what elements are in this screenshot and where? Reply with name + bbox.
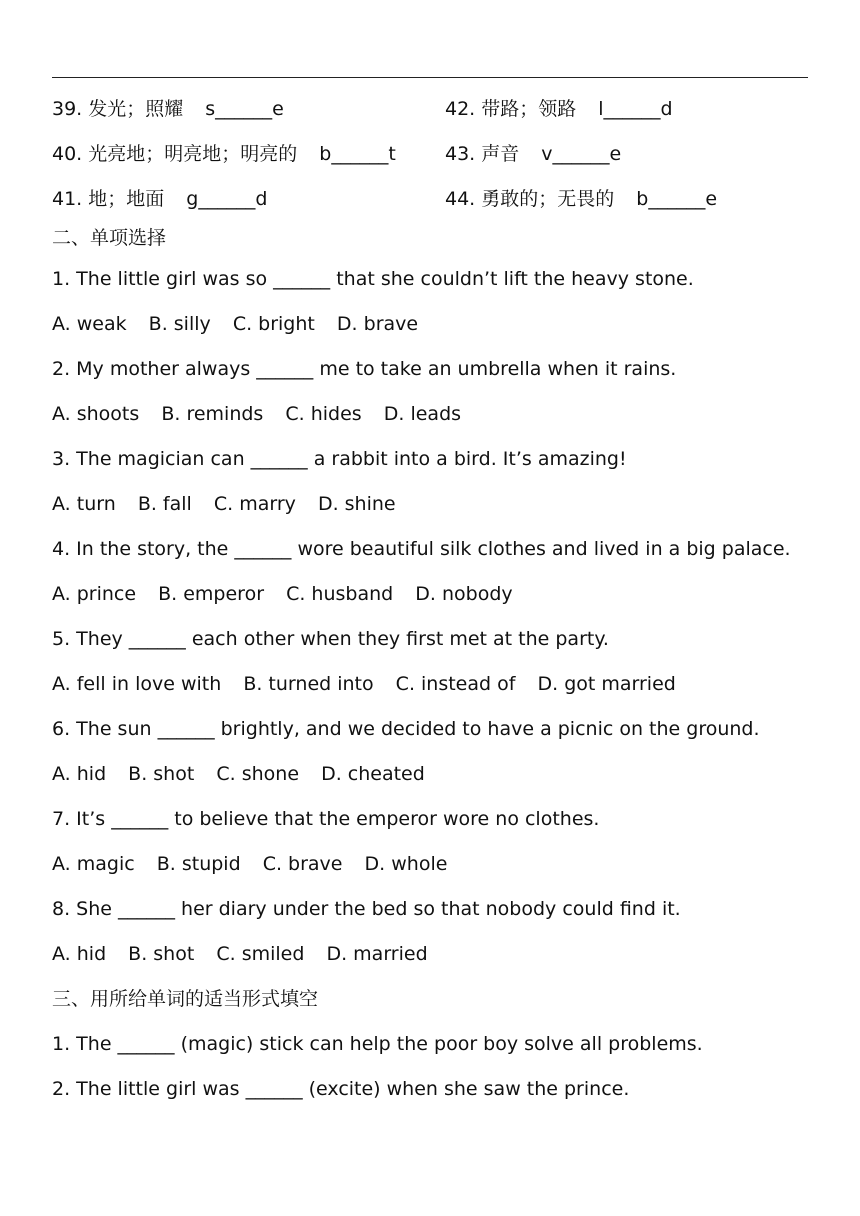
option-a: A. shoots	[52, 403, 140, 425]
option-a: A. hid	[52, 763, 107, 785]
option-c: C. instead of	[395, 673, 516, 695]
option-b: B. fall	[137, 493, 192, 515]
option-a: A. hid	[52, 943, 107, 965]
item-blank: l______d	[598, 98, 673, 120]
worksheet	[52, 85, 812, 1112]
option-b: B. reminds	[161, 403, 264, 425]
vocab-item-42	[445, 94, 805, 121]
question-options	[52, 572, 812, 617]
item-blank: g______d	[186, 188, 268, 210]
question-stem: 7. It’s ______ to believe that the emperor wore no clothes.	[52, 808, 600, 830]
option-b: B. stupid	[156, 853, 241, 875]
question-stem: 6. The sun ______ brightly, and we decided to have a picnic on the ground.	[52, 718, 760, 740]
question-options	[52, 932, 812, 977]
item-meaning: 光亮地；明亮地；明亮的	[88, 143, 298, 165]
item-number: 43.	[445, 143, 476, 165]
item-blank: v______e	[541, 143, 622, 165]
option-d: D. nobody	[415, 583, 513, 605]
option-a: A. prince	[52, 583, 137, 605]
option-b: B. shot	[128, 943, 195, 965]
question-stem: 8. She ______ her diary under the bed so that nobody could find it.	[52, 898, 681, 920]
option-a: A. turn	[52, 493, 116, 515]
option-d: D. shine	[317, 493, 396, 515]
question-stem: 1. The little girl was so ______ that she couldn’t lift the heavy stone.	[52, 268, 694, 290]
option-c: C. brave	[262, 853, 343, 875]
vocab-item-43	[445, 139, 805, 166]
question-options	[52, 392, 812, 437]
question-options	[52, 482, 812, 527]
question-stem: 5. They ______ each other when they first met at the party.	[52, 628, 609, 650]
item-number: 44.	[445, 188, 476, 210]
option-d: D. brave	[336, 313, 419, 335]
option-c: C. marry	[213, 493, 296, 515]
item-number: 39.	[52, 98, 83, 120]
option-d: D. whole	[364, 853, 448, 875]
vocab-row	[52, 175, 812, 220]
top-divider	[52, 77, 808, 78]
option-c: C. husband	[286, 583, 394, 605]
item-blank: b______e	[636, 188, 718, 210]
option-d: D. leads	[383, 403, 462, 425]
question-stem: 2. My mother always ______ me to take an umbrella when it rains.	[52, 358, 677, 380]
option-b: B. silly	[148, 313, 211, 335]
item-meaning: 勇敢的；无畏的	[481, 188, 615, 210]
question-options	[52, 752, 812, 797]
vocab-item-44	[445, 184, 805, 211]
item-blank: s______e	[205, 98, 284, 120]
item-meaning: 地；地面	[88, 188, 165, 210]
vocab-row	[52, 85, 812, 130]
item-number: 41.	[52, 188, 83, 210]
option-c: C. bright	[232, 313, 315, 335]
fill-in-item: 2. The little girl was ______ (excite) when she saw the prince.	[52, 1078, 630, 1100]
option-d: D. cheated	[321, 763, 425, 785]
option-b: B. turned into	[243, 673, 374, 695]
item-meaning: 带路；领路	[481, 98, 577, 120]
question-options	[52, 662, 812, 707]
section-heading-word-forms: 三、用所给单词的适当形式填空	[52, 988, 319, 1010]
question-options	[52, 842, 812, 887]
option-b: B. shot	[128, 763, 195, 785]
fill-in-item: 1. The ______ (magic) stick can help the poor boy solve all problems.	[52, 1033, 703, 1055]
option-a: A. weak	[52, 313, 127, 335]
option-b: B. emperor	[158, 583, 265, 605]
option-c: C. shone	[216, 763, 300, 785]
section-heading-multiple-choice: 二、单项选择	[52, 227, 167, 249]
option-d: D. got married	[537, 673, 676, 695]
item-number: 40.	[52, 143, 83, 165]
vocab-item-41	[52, 184, 445, 211]
option-d: D. married	[326, 943, 428, 965]
item-number: 42.	[445, 98, 476, 120]
item-blank: b______t	[319, 143, 396, 165]
vocab-row	[52, 130, 812, 175]
item-meaning: 发光；照耀	[88, 98, 184, 120]
vocab-item-40	[52, 139, 445, 166]
item-meaning: 声音	[481, 143, 520, 165]
vocab-item-39	[52, 94, 445, 121]
question-options	[52, 302, 812, 347]
option-a: A. magic	[52, 853, 135, 875]
option-a: A. fell in love with	[52, 673, 222, 695]
question-stem: 4. In the story, the ______ wore beautiful silk clothes and lived in a big palace.	[52, 538, 791, 560]
option-c: C. hides	[285, 403, 362, 425]
question-stem: 3. The magician can ______ a rabbit into a bird. It’s amazing!	[52, 448, 627, 470]
option-c: C. smiled	[216, 943, 305, 965]
